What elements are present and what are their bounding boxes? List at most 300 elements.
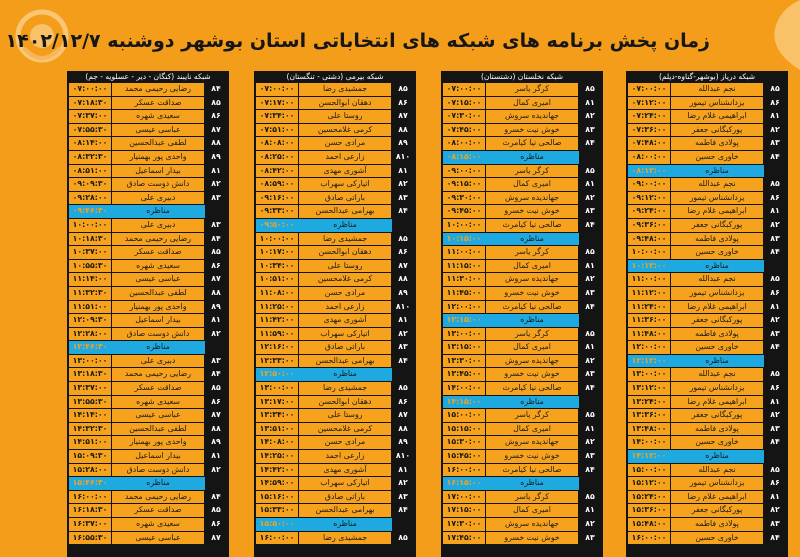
code-cell: ۸۶ (392, 396, 414, 409)
code-cell: ۸۸ (205, 423, 227, 436)
code-cell: ۸۸ (205, 137, 227, 150)
code-cell: ۸۳ (764, 233, 786, 246)
candidate-name-cell: مناظره (671, 260, 763, 273)
code-cell: ۸۲ (579, 273, 601, 286)
code-cell: ۸۱ (392, 165, 414, 178)
table-row (628, 464, 786, 477)
table-row (628, 151, 786, 164)
time-cell: ۰۷:۰۰:۰۰ (256, 83, 298, 96)
time-cell: ۰۸:۰۰:۰۰ (628, 151, 670, 164)
table-row (256, 301, 414, 314)
time-cell: ۱۳:۴۸:۰۰ (628, 423, 670, 436)
debate-row (69, 477, 227, 490)
time-cell: ۱۳:۳۴:۰۰ (256, 409, 298, 422)
time-cell: ۰۷:۲۴:۰۰ (628, 110, 670, 123)
candidate-name-cell: مناظره (671, 165, 763, 178)
time-cell: ۱۰:۱۷:۰۰ (256, 246, 298, 259)
table-row (256, 233, 414, 246)
code-cell: ۸۷ (392, 409, 414, 422)
time-cell: ۰۷:۳۷:۰۰ (69, 110, 111, 123)
table-row (69, 532, 227, 545)
code-cell (579, 151, 601, 164)
candidate-name-cell: پولادی فاطمه (671, 328, 763, 341)
time-cell: ۱۲:۰۰:۰۰ (628, 341, 670, 354)
time-cell: ۱۶:۰۰:۰۰ (69, 491, 111, 504)
table-row (443, 450, 601, 463)
candidate-name-cell: لطفی عبدالحسین (112, 287, 204, 300)
time-cell: ۱۰:۰۰:۰۰ (69, 219, 111, 232)
table-row (256, 137, 414, 150)
code-cell (579, 233, 601, 246)
candidate-name-cell: دبیری علی (112, 355, 204, 368)
table-row (69, 260, 227, 273)
time-cell: ۰۷:۱۲:۰۰ (628, 97, 670, 110)
time-cell: ۰۹:۴۵:۰۰ (443, 205, 485, 218)
time-cell: ۱۳:۴۵:۰۰ (443, 368, 485, 381)
candidate-name-cell: رضایی رحیمی محمد (112, 491, 204, 504)
table-row (628, 219, 786, 232)
table-row (443, 464, 601, 477)
time-cell: ۱۱:۴۲:۰۰ (256, 314, 298, 327)
code-cell: ۸۶ (205, 260, 227, 273)
candidate-name-cell: دهقان ابوالحسن (299, 396, 391, 409)
time-cell: ۱۲:۱۵:۰۰ (443, 314, 485, 327)
table-row (628, 233, 786, 246)
table-row (69, 301, 227, 314)
code-cell: ۸۱۰ (392, 450, 414, 463)
code-cell: ۸۵ (579, 409, 601, 422)
time-cell: ۰۷:۰۰:۰۰ (443, 83, 485, 96)
candidate-name-cell: جهاندیده سروش (486, 436, 578, 449)
time-cell: ۱۰:۱۲:۰۰ (628, 260, 670, 273)
candidate-name-cell: صالحی نیا کیامرث (486, 137, 578, 150)
table-row (256, 504, 414, 517)
table-row (628, 532, 786, 545)
table-row (628, 301, 786, 314)
table-row (256, 260, 414, 273)
table-row (443, 137, 601, 150)
candidate-name-cell: بیدار اسماعیل (112, 450, 204, 463)
code-cell: ۸۳ (579, 205, 601, 218)
time-cell: ۰۷:۱۵:۰۰ (443, 97, 485, 110)
candidate-name-cell: آشوری مهدی (299, 314, 391, 327)
candidate-name-cell: دانش دوست صادق (112, 178, 204, 191)
table-row (443, 246, 601, 259)
code-cell: ۸۳ (392, 192, 414, 205)
code-cell: ۸۹ (205, 151, 227, 164)
code-cell: ۸۵ (205, 382, 227, 395)
code-cell (764, 260, 786, 273)
candidate-name-cell: ابراهیمی غلام رضا (671, 301, 763, 314)
code-cell: ۸۴ (764, 151, 786, 164)
time-cell: ۱۳:۳۷:۰۰ (69, 382, 111, 395)
code-cell: ۸۳ (579, 368, 601, 381)
time-cell: ۰۸:۲۵:۰۰ (256, 151, 298, 164)
table-row (69, 423, 227, 436)
candidate-name-cell: سعیدی شهره (112, 518, 204, 531)
table-row (256, 192, 414, 205)
candidate-name-cell: روستا علی (299, 409, 391, 422)
candidate-name-cell: واحدی پور بهمنیار (112, 436, 204, 449)
table-row (256, 83, 414, 96)
table-row (256, 532, 414, 545)
code-cell: ۸۹ (205, 301, 227, 314)
time-cell: ۱۲:۴۶:۳۰ (69, 341, 111, 354)
table-row (628, 436, 786, 449)
time-cell: ۱۰:۳۷:۰۰ (69, 246, 111, 259)
time-cell: ۱۴:۲۵:۰۰ (256, 450, 298, 463)
time-cell: ۰۸:۱۵:۰۰ (443, 151, 485, 164)
debate-row (628, 165, 786, 178)
candidate-name-cell: جمشیدی رضا (299, 382, 391, 395)
candidate-name-cell: مناظره (299, 368, 391, 381)
candidate-name-cell: لطفی عبدالحسین (112, 423, 204, 436)
table-row (628, 409, 786, 422)
candidate-name-cell: زارعی احمد (299, 151, 391, 164)
table-row (256, 178, 414, 191)
code-cell: ۸۷ (205, 273, 227, 286)
table-row (69, 314, 227, 327)
code-cell: ۸۱ (205, 314, 227, 327)
candidate-name-cell: عباسی عیسی (112, 124, 204, 137)
code-cell: ۸۵ (392, 532, 414, 545)
table-row (69, 233, 227, 246)
candidate-name-cell: نجم عبدالله (671, 464, 763, 477)
candidate-name-cell: صداقت عسکر (112, 504, 204, 517)
code-cell (579, 314, 601, 327)
time-cell: ۱۲:۱۶:۰۰ (256, 341, 298, 354)
code-cell: ۸۴ (764, 246, 786, 259)
table-row (69, 328, 227, 341)
time-cell: ۰۹:۲۴:۰۰ (628, 205, 670, 218)
time-cell: ۱۶:۳۷:۰۰ (69, 518, 111, 531)
time-cell: ۱۵:۱۵:۰۰ (443, 423, 485, 436)
time-cell: ۱۴:۱۴:۰۰ (69, 409, 111, 422)
code-cell: ۸۱ (764, 396, 786, 409)
time-cell: ۰۹:۰۰:۰۰ (628, 178, 670, 191)
debate-row (443, 233, 601, 246)
time-cell: ۱۵:۴۶:۳۰ (69, 477, 111, 490)
time-cell: ۱۶:۵۵:۳۰ (69, 532, 111, 545)
code-cell: ۸۸ (392, 124, 414, 137)
candidate-name-cell: روستا علی (299, 260, 391, 273)
schedule-panel (626, 71, 788, 557)
time-cell: ۱۱:۳۶:۰۰ (628, 314, 670, 327)
candidate-name-cell: پولادی فاطمه (671, 233, 763, 246)
code-cell (579, 396, 601, 409)
candidate-name-cell: واحدی پور بهمنیار (112, 301, 204, 314)
candidate-name-cell: کرمی غلامحسین (299, 423, 391, 436)
candidate-name-cell: خوش نیت خسرو (486, 287, 578, 300)
table-row (69, 137, 227, 150)
table-row (443, 165, 601, 178)
code-cell: ۸۹ (392, 436, 414, 449)
table-row (256, 165, 414, 178)
schedule-panel (254, 71, 416, 557)
time-cell: ۰۸:۵۱:۰۰ (69, 165, 111, 178)
candidate-name-cell: باراتی صادق (299, 192, 391, 205)
time-cell: ۱۰:۵۵:۳۰ (69, 260, 111, 273)
candidate-name-cell: دانش دوست صادق (112, 464, 204, 477)
table-row (69, 246, 227, 259)
time-cell: ۱۴:۳۲:۳۰ (69, 423, 111, 436)
time-cell: ۱۶:۰۰:۰۰ (256, 532, 298, 545)
candidate-name-cell: جهاندیده سروش (486, 273, 578, 286)
candidate-name-cell: مرادی حسن (299, 137, 391, 150)
table-row (69, 355, 227, 368)
candidate-name-cell: اتیارکی سهراب (299, 328, 391, 341)
time-cell: ۱۵:۰۹:۳۰ (69, 450, 111, 463)
code-cell: ۸۳ (764, 328, 786, 341)
table-row (256, 110, 414, 123)
code-cell: ۸۵ (392, 382, 414, 395)
code-cell: ۸۴ (764, 532, 786, 545)
code-cell: ۸۶ (392, 246, 414, 259)
time-cell: ۱۱:۴۸:۰۰ (628, 328, 670, 341)
code-cell: ۸۸ (392, 423, 414, 436)
code-cell (764, 355, 786, 368)
time-cell: ۱۱:۳۲:۳۰ (69, 287, 111, 300)
time-cell: ۱۳:۲۴:۰۰ (628, 396, 670, 409)
debate-row (443, 151, 601, 164)
time-cell: ۱۳:۱۵:۰۰ (443, 341, 485, 354)
time-cell: ۱۲:۰۰:۰۰ (443, 301, 485, 314)
candidate-name-cell: خاوری حسین (671, 151, 763, 164)
table-row (69, 396, 227, 409)
time-cell: ۱۴:۰۰:۰۰ (628, 436, 670, 449)
code-cell: ۸۳ (205, 219, 227, 232)
candidate-name-cell: امیری کمال (486, 341, 578, 354)
time-cell: ۰۹:۳۶:۰۰ (628, 219, 670, 232)
time-cell: ۱۱:۲۴:۰۰ (628, 301, 670, 314)
table-row (69, 464, 227, 477)
code-cell: ۸۴ (205, 491, 227, 504)
code-cell: ۸۵ (764, 83, 786, 96)
time-cell: ۱۲:۵۰:۰۰ (256, 368, 298, 381)
candidate-name-cell: عباسی عیسی (112, 532, 204, 545)
table-row (256, 151, 414, 164)
code-cell: ۸۱ (392, 314, 414, 327)
time-cell: ۰۹:۳۳:۰۰ (256, 205, 298, 218)
table-row (69, 504, 227, 517)
table-row (443, 287, 601, 300)
table-row (443, 219, 601, 232)
code-cell: ۸۴ (579, 137, 601, 150)
time-cell: ۰۸:۴۲:۰۰ (256, 165, 298, 178)
code-cell: ۸۵ (764, 464, 786, 477)
table-row (443, 124, 601, 137)
table-row (69, 192, 227, 205)
code-cell: ۸۲ (579, 110, 601, 123)
table-row (69, 124, 227, 137)
table-row (628, 328, 786, 341)
candidate-name-cell: خوش نیت خسرو (486, 205, 578, 218)
candidate-name-cell: پولادی فاطمه (671, 518, 763, 531)
candidate-name-cell: یزدانشناس تیمور (671, 382, 763, 395)
code-cell: ۸۴ (764, 436, 786, 449)
table-row (443, 301, 601, 314)
table-row (256, 124, 414, 137)
schedule-panel (441, 71, 603, 557)
table-row (628, 518, 786, 531)
code-cell: ۸۱ (205, 165, 227, 178)
candidate-name-cell: مناظره (486, 314, 578, 327)
table-row (628, 396, 786, 409)
time-cell: ۱۳:۵۵:۳۰ (69, 396, 111, 409)
candidate-name-cell: پولادی فاطمه (671, 423, 763, 436)
code-cell: ۸۱ (579, 341, 601, 354)
table-row (69, 178, 227, 191)
code-cell: ۸۲ (392, 178, 414, 191)
table-row (443, 110, 601, 123)
time-cell: ۱۰:۰۰:۰۰ (443, 219, 485, 232)
table-row (256, 423, 414, 436)
table-row (69, 409, 227, 422)
code-cell: ۸۵ (764, 273, 786, 286)
table-row (256, 355, 414, 368)
code-cell: ۸۲ (764, 314, 786, 327)
table-row (69, 436, 227, 449)
table-row (443, 205, 601, 218)
table-row (256, 491, 414, 504)
code-cell: ۸۵ (764, 178, 786, 191)
time-cell: ۰۹:۲۸:۰۰ (69, 192, 111, 205)
debate-row (443, 477, 601, 490)
code-cell: ۸۱ (392, 464, 414, 477)
code-cell: ۸۴ (764, 341, 786, 354)
debate-row (256, 518, 414, 531)
candidate-name-cell: کرمی غلامحسین (299, 273, 391, 286)
code-cell: ۸۶ (205, 518, 227, 531)
time-cell: ۰۹:۵۰:۰۰ (256, 219, 298, 232)
time-cell: ۱۴:۰۰:۰۰ (443, 382, 485, 395)
time-cell: ۱۳:۳۶:۰۰ (628, 409, 670, 422)
table-row (628, 504, 786, 517)
candidate-name-cell: اتیارکی سهراب (299, 178, 391, 191)
candidate-name-cell: امیری کمال (486, 97, 578, 110)
time-cell: ۰۹:۳۰:۰۰ (443, 192, 485, 205)
candidate-name-cell: کرگر یاسر (486, 328, 578, 341)
time-cell: ۰۷:۵۵:۳۰ (69, 124, 111, 137)
candidate-name-cell: جمشیدی رضا (299, 83, 391, 96)
candidate-name-cell: جهاندیده سروش (486, 192, 578, 205)
table-row (628, 314, 786, 327)
time-cell: ۱۳:۰۰:۰۰ (69, 355, 111, 368)
candidate-name-cell: خاوری حسین (671, 246, 763, 259)
time-cell: ۱۴:۰۸:۰۰ (256, 436, 298, 449)
debate-row (628, 450, 786, 463)
code-cell: ۸۴ (392, 205, 414, 218)
table-row (443, 192, 601, 205)
code-cell: ۸۷ (205, 124, 227, 137)
code-cell: ۸۲ (764, 409, 786, 422)
table-row (628, 382, 786, 395)
time-cell: ۱۶:۱۵:۰۰ (443, 477, 485, 490)
debate-row (69, 341, 227, 354)
table-row (628, 192, 786, 205)
candidate-name-cell: خاوری حسین (671, 436, 763, 449)
time-cell: ۱۶:۰۰:۰۰ (628, 532, 670, 545)
candidate-name-cell: مرادی حسن (299, 436, 391, 449)
table-row (256, 314, 414, 327)
table-row (69, 151, 227, 164)
time-cell: ۱۳:۳۰:۰۰ (443, 355, 485, 368)
table-row (628, 124, 786, 137)
candidate-name-cell: پورکبگانی جعفر (671, 314, 763, 327)
candidate-name-cell: خاوری حسین (671, 532, 763, 545)
candidate-name-cell: رضایی رحیمی محمد (112, 83, 204, 96)
code-cell: ۸۶ (764, 97, 786, 110)
code-cell: ۸۱ (579, 178, 601, 191)
code-cell: ۸۶ (764, 477, 786, 490)
code-cell: ۸۳ (579, 124, 601, 137)
time-cell: ۱۱:۰۰:۰۰ (628, 273, 670, 286)
table-row (69, 518, 227, 531)
candidate-name-cell: کرمی غلامحسین (299, 124, 391, 137)
time-cell: ۱۴:۱۵:۰۰ (443, 396, 485, 409)
corner-logo-icon (758, 0, 800, 70)
code-cell: ۸۸ (392, 273, 414, 286)
time-cell: ۱۴:۵۹:۰۰ (256, 477, 298, 490)
code-cell: ۸۶ (205, 396, 227, 409)
code-cell: ۸۲ (764, 219, 786, 232)
time-cell: ۱۵:۱۲:۰۰ (628, 477, 670, 490)
candidate-name-cell: لطفی عبدالحسین (112, 137, 204, 150)
time-cell: ۰۸:۰۰:۰۰ (443, 137, 485, 150)
time-cell: ۱۱:۵۱:۰۰ (69, 301, 111, 314)
table-row (443, 436, 601, 449)
time-cell: ۱۷:۳۰:۰۰ (443, 518, 485, 531)
code-cell: ۸۵ (579, 83, 601, 96)
time-cell: ۰۸:۰۸:۰۰ (256, 137, 298, 150)
time-cell: ۱۱:۳۰:۰۰ (443, 273, 485, 286)
debate-row (256, 368, 414, 381)
time-cell: ۰۷:۱۷:۰۰ (256, 97, 298, 110)
time-cell: ۱۶:۱۸:۳۰ (69, 504, 111, 517)
table-row (443, 504, 601, 517)
code-cell (764, 165, 786, 178)
table-row (69, 97, 227, 110)
time-cell: ۱۲:۲۸:۰۰ (69, 328, 111, 341)
code-cell: ۸۶ (764, 382, 786, 395)
code-cell: ۸۷ (392, 110, 414, 123)
time-cell: ۱۵:۰۰:۰۰ (628, 464, 670, 477)
table-row (628, 83, 786, 96)
panel-header: شبکه نخلستان (دشتستان) (480, 72, 564, 81)
code-cell: ۸۱ (579, 423, 601, 436)
table-row (256, 328, 414, 341)
candidate-name-cell: بهرامی عبدالحسن (299, 205, 391, 218)
table-row (256, 97, 414, 110)
panel-header: شبکه دریاز (بوشهر-گناوه-دیلم) (658, 72, 756, 81)
code-cell: ۸۸ (205, 287, 227, 300)
code-cell: ۸۱۰ (392, 151, 414, 164)
candidate-name-cell: دبیری علی (112, 192, 204, 205)
time-cell: ۱۲:۱۲:۰۰ (628, 355, 670, 368)
table-row (443, 368, 601, 381)
candidate-name-cell: بیدار اسماعیل (112, 314, 204, 327)
candidate-name-cell: یزدانشناس تیمور (671, 192, 763, 205)
table-row (443, 178, 601, 191)
code-cell: ۸۲ (392, 477, 414, 490)
table-row (69, 368, 227, 381)
time-cell: ۰۷:۰۰:۰۰ (69, 83, 111, 96)
time-cell: ۱۳:۰۰:۰۰ (443, 328, 485, 341)
table-row (443, 532, 601, 545)
code-cell: ۸۱ (764, 110, 786, 123)
code-cell: ۸۲ (579, 436, 601, 449)
candidate-name-cell: مناظره (112, 477, 204, 490)
